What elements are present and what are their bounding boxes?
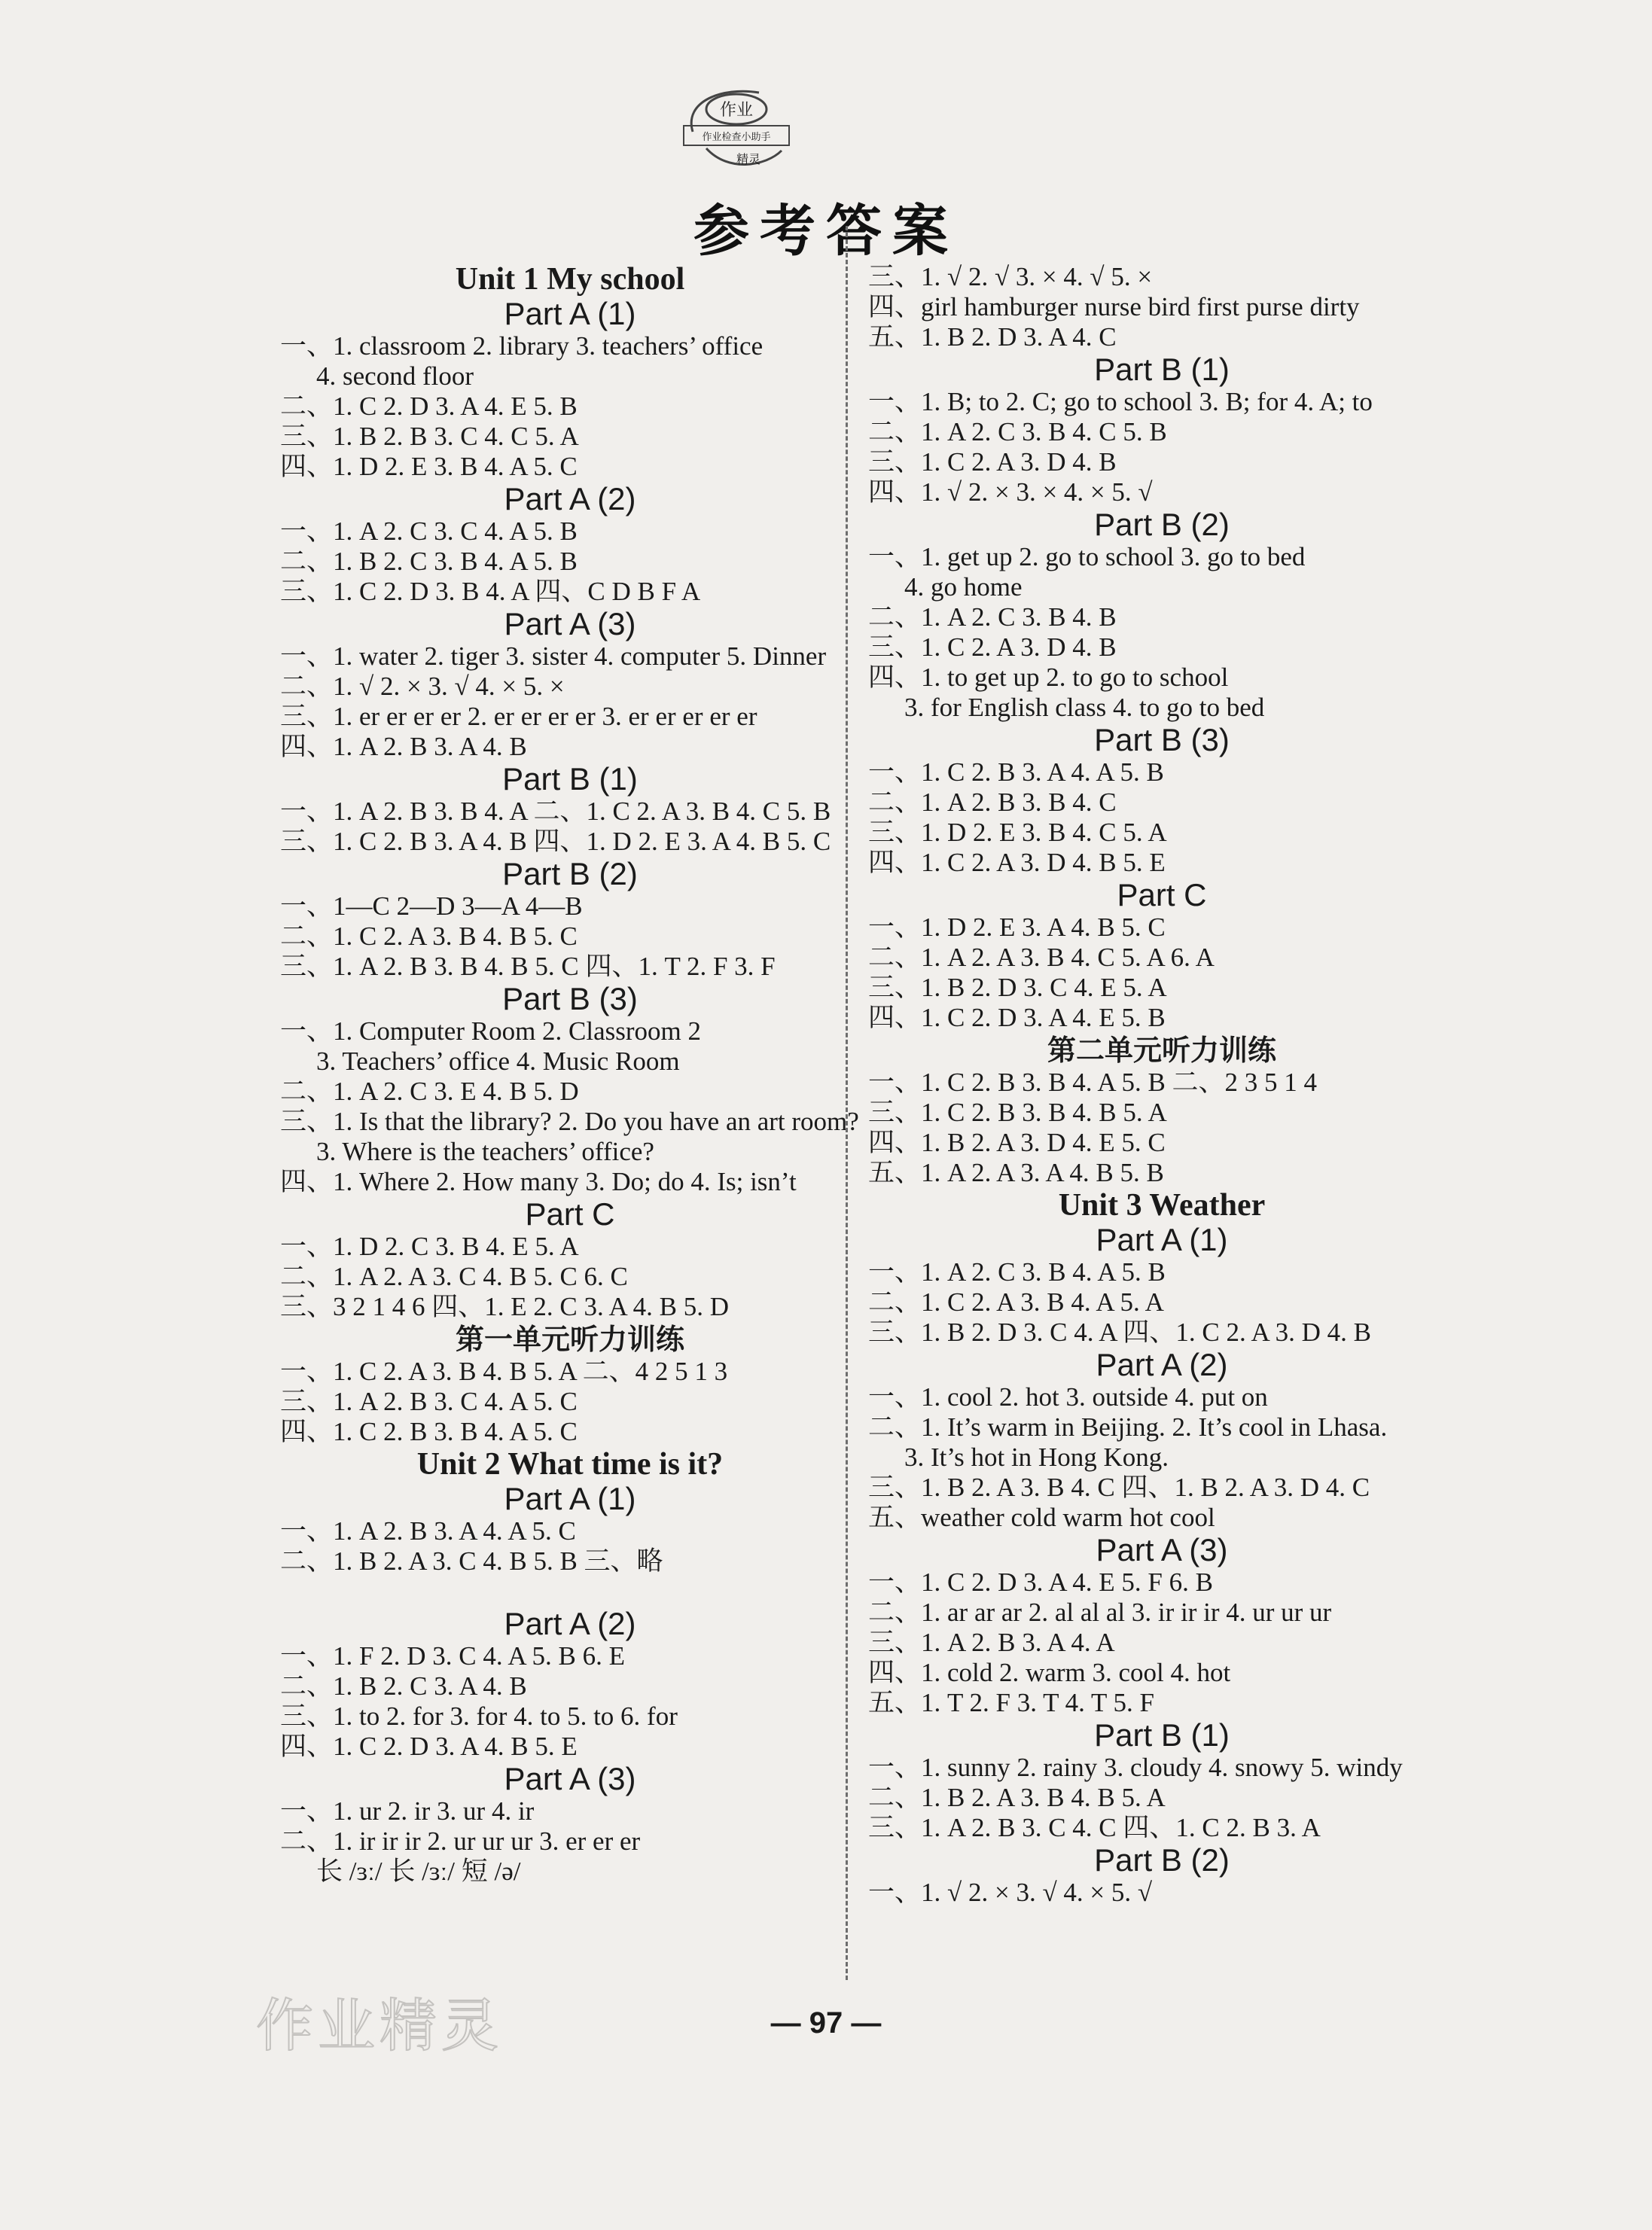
answer-line: 三、1. C 2. A 3. D 4. B: [868, 632, 1117, 662]
answer-line: 四、1. √ 2. × 3. × 4. × 5. √: [868, 477, 1153, 507]
logo-bottom-text: 精灵: [736, 152, 761, 166]
answer-line: 三、1. B 2. D 3. C 4. E 5. A: [868, 973, 1167, 1002]
answer-line: 一、1. ur 2. ir 3. ur 4. ir: [280, 1796, 535, 1826]
answer-line: 三、1. A 2. B 3. C 4. A 5. C: [280, 1387, 578, 1416]
section-heading: Part A (2): [504, 1606, 636, 1641]
section-heading: Unit 1 My school: [455, 262, 685, 297]
answer-line: 长 /ɜː/ 长 /ɜː/ 短 /ə/: [316, 1857, 521, 1886]
answer-line: 二、1. √ 2. × 3. √ 4. × 5. ×: [280, 672, 565, 701]
answer-line: 一、1. C 2. B 3. A 4. A 5. B: [868, 757, 1164, 787]
answer-line: 五、1. T 2. F 3. T 4. T 5. F: [868, 1688, 1154, 1717]
answer-line: 三、1. D 2. E 3. B 4. C 5. A: [868, 818, 1167, 847]
answer-line: 四、1. C 2. D 3. A 4. B 5. E: [280, 1732, 578, 1761]
answer-line: 二、1. A 2. C 3. B 4. C 5. B: [868, 417, 1167, 446]
answer-line: 三、3 2 1 4 6 四、1. E 2. C 3. A 4. B 5. D: [280, 1292, 730, 1321]
answer-line: 二、1. ir ir ir 2. ur ur ur 3. er er er: [280, 1826, 641, 1856]
section-heading: Part C: [1117, 877, 1207, 912]
answer-line: 三、1. B 2. D 3. C 4. A 四、1. C 2. A 3. D 4. B: [868, 1318, 1372, 1347]
section-heading: Part A (2): [1096, 1347, 1228, 1382]
answer-line: 一、1. A 2. C 3. B 4. A 5. B: [868, 1257, 1166, 1287]
answer-line: 四、1. A 2. B 3. A 4. B: [280, 732, 527, 761]
section-heading: Part B (3): [1094, 722, 1230, 757]
answer-line: 四、1. C 2. A 3. D 4. B 5. E: [868, 848, 1166, 877]
section-heading: 第二单元听力训练: [1047, 1034, 1276, 1067]
answer-line: 二、1. C 2. D 3. A 4. E 5. B: [280, 391, 578, 421]
answer-line: 一、1. get up 2. go to school 3. go to bed: [868, 542, 1306, 571]
left-answer-column: [280, 262, 860, 1887]
answer-line: 四、girl hamburger nurse bird first purse dirty: [868, 292, 1360, 321]
section-heading: Part A (1): [504, 1481, 636, 1516]
right-answer-column: [868, 262, 1455, 1908]
answer-line: 一、1. C 2. B 3. B 4. A 5. B 二、2 3 5 1 4: [868, 1068, 1318, 1097]
answer-line: 四、1. to get up 2. to go to school: [868, 663, 1229, 692]
answer-line: 一、1. classroom 2. library 3. teachers’ office: [280, 331, 764, 361]
answer-line: 二、1. B 2. A 3. B 4. B 5. A: [868, 1783, 1166, 1812]
answer-line: 二、1. C 2. A 3. B 4. A 5. A: [868, 1287, 1164, 1317]
answer-line: 一、1. A 2. C 3. C 4. A 5. B: [280, 516, 578, 546]
section-heading: Part B (1): [502, 761, 638, 797]
answer-line: 四、1. B 2. A 3. D 4. E 5. C: [868, 1128, 1166, 1157]
section-heading: Unit 3 Weather: [1058, 1188, 1266, 1223]
answer-line: 三、1. B 2. A 3. B 4. C 四、1. B 2. A 3. D 4. C: [868, 1473, 1370, 1502]
answer-line: 一、1. sunny 2. rainy 3. cloudy 4. snowy 5. windy: [868, 1753, 1403, 1782]
answer-line: 三、1. √ 2. √ 3. × 4. √ 5. ×: [868, 262, 1153, 291]
answer-line: 3. Where is the teachers’ office?: [316, 1137, 654, 1166]
column-divider: [846, 226, 848, 1980]
answer-line: 一、1. F 2. D 3. C 4. A 5. B 6. E: [280, 1641, 625, 1671]
answer-line: 一、1. cool 2. hot 3. outside 4. put on: [868, 1382, 1268, 1412]
section-heading: Part B (1): [1094, 352, 1230, 387]
answer-line: 二、1. B 2. C 3. A 4. B: [280, 1671, 527, 1701]
answer-line: [280, 1577, 860, 1607]
answer-line: 一、1. A 2. B 3. A 4. A 5. C: [280, 1516, 576, 1546]
answer-line: 一、1. Computer Room 2. Classroom 2: [280, 1016, 702, 1046]
answer-line: 三、1. Is that the library? 2. Do you have an art room?: [280, 1107, 859, 1136]
answer-line: 四、1. Where 2. How many 3. Do; do 4. Is; isn’t: [280, 1167, 797, 1196]
answer-line: 二、1. A 2. C 3. E 4. B 5. D: [280, 1077, 579, 1106]
section-heading: Part B (2): [502, 856, 638, 891]
answer-line: 一、1. C 2. D 3. A 4. E 5. F 6. B: [868, 1567, 1213, 1597]
logo-middle-text: 作业检查小助手: [702, 132, 771, 143]
answer-line: 四、1. C 2. B 3. B 4. A 5. C: [280, 1417, 578, 1446]
answer-line: 三、1. A 2. B 3. B 4. B 5. C 四、1. T 2. F 3. F: [280, 952, 776, 981]
answer-line: 二、1. ar ar ar 2. al al al 3. ir ir ir 4. ur ur ur: [868, 1598, 1332, 1627]
answer-line: 一、1. D 2. C 3. B 4. E 5. A: [280, 1232, 579, 1261]
answer-line: 三、1. A 2. B 3. C 4. C 四、1. C 2. B 3. A: [868, 1813, 1321, 1842]
answer-line: 四、1. C 2. D 3. A 4. E 5. B: [868, 1003, 1166, 1032]
answer-line: 一、1—C 2—D 3—A 4—B: [280, 891, 583, 921]
answer-line: 3. It’s hot in Hong Kong.: [904, 1442, 1169, 1472]
answer-line: 二、1. A 2. B 3. B 4. C: [868, 788, 1117, 817]
section-heading: Part A (1): [504, 296, 636, 331]
answer-line: 三、1. B 2. B 3. C 4. C 5. A: [280, 422, 579, 451]
answer-line: 4. go home: [904, 572, 1023, 602]
answer-line: 二、1. A 2. A 3. C 4. B 5. C 6. C: [280, 1262, 628, 1291]
watermark-text: 作业精灵: [256, 1992, 503, 2059]
section-heading: Part B (2): [1094, 507, 1230, 542]
answer-line: 二、1. A 2. C 3. B 4. B: [868, 602, 1117, 632]
answer-line: 二、1. C 2. A 3. B 4. B 5. C: [280, 922, 578, 951]
answer-line: 三、1. A 2. B 3. A 4. A: [868, 1628, 1115, 1657]
answer-line: 五、1. A 2. A 3. A 4. B 5. B: [868, 1158, 1164, 1187]
answer-line: 3. for English class 4. to go to bed: [904, 693, 1265, 722]
section-heading: Part C: [525, 1196, 615, 1232]
logo-badge-icon: [676, 79, 797, 177]
answer-line: 4. second floor: [316, 361, 474, 391]
answer-line: 二、1. B 2. C 3. B 4. A 5. B: [280, 547, 578, 576]
answer-line: 一、1. √ 2. × 3. √ 4. × 5. √: [868, 1878, 1153, 1907]
section-heading: Part B (2): [1094, 1842, 1230, 1878]
answer-line: 四、1. D 2. E 3. B 4. A 5. C: [280, 452, 578, 481]
section-heading: Part B (1): [1094, 1717, 1230, 1753]
page-title: 参考答案: [693, 199, 959, 264]
section-heading: Part A (2): [504, 481, 636, 516]
answer-line: 一、1. water 2. tiger 3. sister 4. computer 5. Dinner: [280, 641, 827, 671]
section-heading: Part A (3): [1096, 1532, 1228, 1567]
answer-line: 一、1. D 2. E 3. A 4. B 5. C: [868, 912, 1166, 942]
answer-line: 3. Teachers’ office 4. Music Room: [316, 1046, 680, 1076]
answer-line: 三、1. C 2. B 3. A 4. B 四、1. D 2. E 3. A 4. B 5. C: [280, 827, 831, 856]
page-number: — 97 —: [770, 2006, 882, 2040]
answer-line: 五、1. B 2. D 3. A 4. C: [868, 322, 1117, 352]
section-heading: Unit 2 What time is it?: [416, 1447, 724, 1482]
answer-line: 三、1. C 2. B 3. B 4. B 5. A: [868, 1098, 1167, 1127]
answer-line: 五、weather cold warm hot cool: [868, 1503, 1215, 1532]
answer-line: 二、1. It’s warm in Beijing. 2. It’s cool in Lhasa.: [868, 1412, 1388, 1442]
section-heading: 第一单元听力训练: [455, 1323, 684, 1356]
answer-line: 一、1. C 2. A 3. B 4. B 5. A 二、4 2 5 1 3: [280, 1357, 728, 1386]
answer-line: 三、1. C 2. A 3. D 4. B: [868, 447, 1117, 477]
section-heading: Part A (1): [1096, 1222, 1228, 1257]
answer-line: 三、1. to 2. for 3. for 4. to 5. to 6. for: [280, 1701, 678, 1731]
answer-line: 一、1. A 2. B 3. B 4. A 二、1. C 2. A 3. B 4. C 5. B: [280, 797, 831, 826]
answer-line: 一、1. B; to 2. C; go to school 3. B; for 4. A; to: [868, 387, 1373, 416]
answer-line: 三、1. er er er er 2. er er er er 3. er er er er er: [280, 702, 757, 731]
answer-line: 二、1. A 2. A 3. B 4. C 5. A 6. A: [868, 943, 1215, 972]
section-heading: Part A (3): [504, 1761, 636, 1796]
section-heading: Part A (3): [504, 606, 636, 641]
answer-line: 三、1. C 2. D 3. B 4. A 四、C D B F A: [280, 577, 701, 606]
logo-top-text: 作业: [719, 101, 754, 120]
section-heading: Part B (3): [502, 981, 638, 1016]
answer-line: 二、1. B 2. A 3. C 4. B 5. B 三、略: [280, 1546, 663, 1576]
answer-line: 四、1. cold 2. warm 3. cool 4. hot: [868, 1658, 1231, 1687]
